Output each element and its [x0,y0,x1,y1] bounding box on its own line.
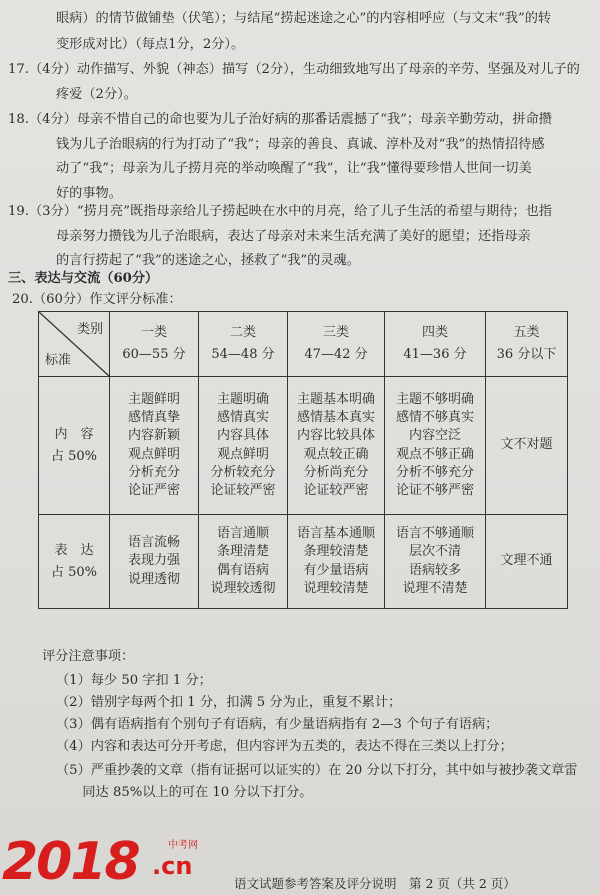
answer-line: 眼病）的情节做铺垫（伏笔）；与结尾“捞起迷途之心”的内容相呼应（与文末“我”的转 [56,11,552,26]
criteria-cell: 主题不够明确 感情不够真实 内容空泛 观点不够正确 分析不够充分 论证不够严密 [385,377,486,515]
answer-line: 疼爱（2分）。 [56,87,137,102]
watermark-site-name: 中考网 [168,840,198,851]
answer-line: 18.（4分）母亲不惜自己的命也要为儿子治好病的那番话震撼了“我”；母亲辛勤劳动，拼命攒 [8,112,552,127]
answer-line: 的言行捞起了“我”的迷途之心，拯救了“我”的灵魂。 [56,253,360,268]
answer-line: 变形成对比）（每点1分，2分）。 [56,37,245,52]
answer-line: 钱为儿子治眼病的行为打动了“我”；母亲的善良、真诚、淳朴及对“我”的热情招待感 [56,137,545,152]
corner-bottom-label: 标准 [45,353,72,368]
category-header: 二类 54—48 分 [199,312,288,377]
answer-line: 17.（4分）动作描写、外貌（神态）描写（2分），生动细致地写出了母亲的辛劳、坚强及对儿子的 [8,62,580,77]
watermark-year-logo: 2018 [2,832,139,892]
criteria-cell: 语言不够通顺 层次不清 语病较多 说理不清楚 [385,515,486,609]
category-header: 五类 36 分以下 [486,312,568,377]
row-label-expression: 表 达 占 50% [39,515,110,609]
corner-top-label: 类别 [76,322,103,337]
grading-table [38,311,568,609]
note-item: （2）错别字每两个扣 1 分，扣满 5 分为止，重复不累计； [56,695,402,710]
notes-title: 评分注意事项： [42,649,135,664]
category-header: 三类 47—42 分 [288,312,385,377]
question-heading: 20.（60分）作文评分标准： [12,292,182,307]
criteria-cell: 文不对题 [486,377,568,515]
criteria-cell: 文理不通 [486,515,568,609]
answer-line: 好的事物。 [56,186,122,201]
section-heading: 三、表达与交流（60分） [8,271,159,286]
page-footer: 语文试题参考答案及评分说明 第 2 页（共 2 页） [234,876,516,891]
note-item: 同达 85%以上的可在 10 分以下打分。 [56,785,313,800]
criteria-cell: 语言基本通顺 条理较清楚 有少量语病 说理较清楚 [288,515,385,609]
watermark-domain: .cn [152,852,193,880]
note-item: （1）每少 50 字扣 1 分； [56,673,212,688]
answer-line: 动了“我”；母亲为儿子捞月亮的举动唤醒了“我”，让“我”懂得要珍惜人世间一切美 [56,161,532,176]
category-header: 四类 41—36 分 [385,312,486,377]
note-item: （3）偶有语病指有个别句子有语病，有少量语病指有 2—3 个句子有语病； [56,717,499,732]
note-item: （5）严重抄袭的文章（指有证据可以证实的）在 20 分以下打分，其中如与被抄袭文章雷 [56,763,578,778]
criteria-cell: 主题鲜明 感情真挚 内容新颖 观点鲜明 分析充分 论证严密 [110,377,199,515]
criteria-cell: 语言流畅 表现力强 说理透彻 [110,515,199,609]
table-corner [39,312,110,377]
note-item: （4）内容和表达可分开考虑，但内容评为五类的，表达不得在三类以上打分； [56,739,513,754]
row-label-content: 内 容 占 50% [39,377,110,515]
criteria-cell: 主题明确 感情真实 内容具体 观点鲜明 分析较充分 论证较严密 [199,377,288,515]
category-header: 一类 60—55 分 [110,312,199,377]
criteria-cell: 主题基本明确 感情基本真实 内容比较具体 观点较正确 分析尚充分 论证较严密 [288,377,385,515]
answer-line: 19.（3分）“捞月亮”既指母亲给儿子捞起映在水中的月亮，给了儿子生活的希望与期待；也指 [8,204,552,219]
criteria-cell: 语言通顺 条理清楚 偶有语病 说理较透彻 [199,515,288,609]
answer-line: 母亲努力攒钱为儿子治眼病，表达了母亲对未来生活充满了美好的愿望；还指母亲 [56,229,531,244]
